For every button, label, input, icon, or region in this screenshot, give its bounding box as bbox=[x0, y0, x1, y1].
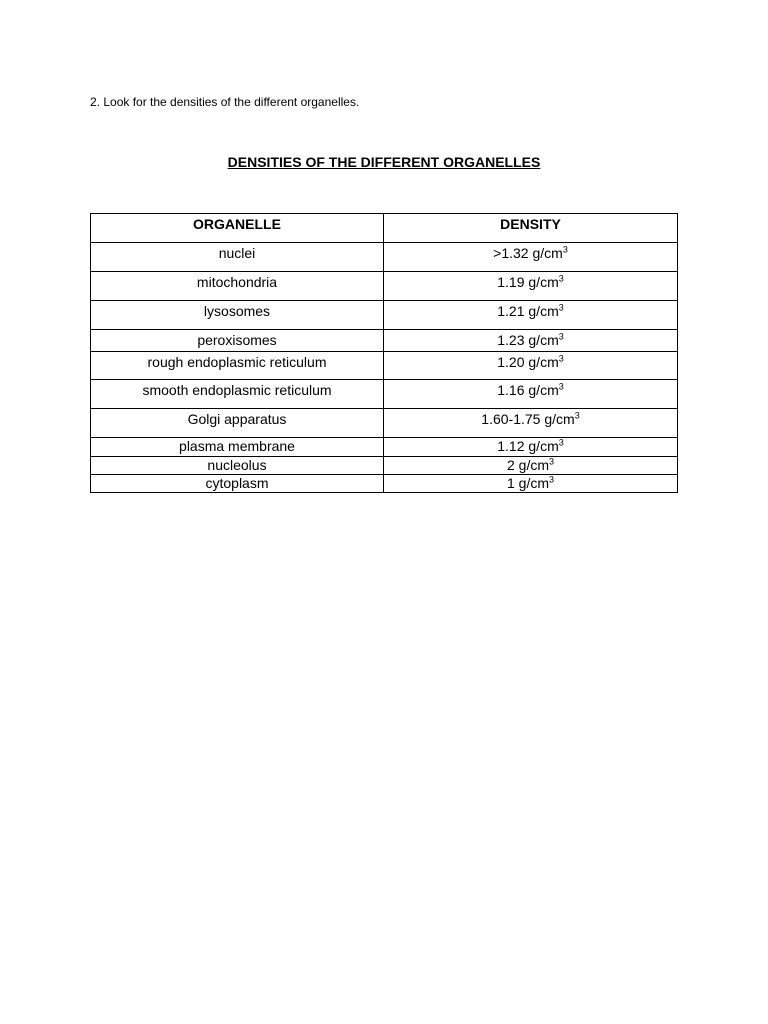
table-row bbox=[91, 352, 678, 380]
organelle-cell bbox=[91, 475, 384, 493]
organelle-cell bbox=[91, 438, 384, 457]
table-row bbox=[91, 380, 678, 409]
table-title: DENSITIES OF THE DIFFERENT ORGANELLES bbox=[227, 154, 541, 170]
density-value: 1.21 g/cm bbox=[497, 303, 559, 319]
unit-exponent: 3 bbox=[558, 353, 564, 364]
organelle-name: smooth endoplasmic reticulum bbox=[142, 382, 332, 398]
organelle-cell bbox=[91, 409, 384, 438]
unit-exponent: 3 bbox=[558, 437, 564, 448]
table-row bbox=[91, 457, 678, 475]
header-organelle: ORGANELLE bbox=[91, 214, 384, 243]
density-cell bbox=[384, 380, 678, 409]
density-value: 1.19 g/cm bbox=[497, 274, 559, 290]
density-value: 1.12 g/cm bbox=[497, 438, 559, 454]
unit-exponent: 3 bbox=[558, 302, 564, 313]
unit-exponent: 3 bbox=[549, 474, 555, 485]
density-value: 1.23 g/cm bbox=[497, 332, 559, 348]
density-table bbox=[90, 213, 678, 493]
density-value: 2 g/cm bbox=[506, 457, 549, 473]
organelle-cell bbox=[91, 352, 384, 380]
organelle-name: nucleolus bbox=[207, 457, 267, 473]
density-cell bbox=[384, 272, 678, 301]
organelle-cell bbox=[91, 380, 384, 409]
organelle-name: peroxisomes bbox=[197, 332, 277, 348]
organelle-name: rough endoplasmic reticulum bbox=[147, 354, 327, 370]
density-value: >1.32 g/cm bbox=[493, 245, 563, 261]
table-row bbox=[91, 243, 678, 272]
density-value: 1.20 g/cm bbox=[497, 354, 559, 370]
header-density: DENSITY bbox=[384, 214, 678, 243]
unit-exponent: 3 bbox=[574, 410, 580, 421]
organelle-name: lysosomes bbox=[203, 303, 271, 319]
table-row bbox=[91, 330, 678, 352]
density-value: 1.16 g/cm bbox=[497, 382, 559, 398]
table-row bbox=[91, 409, 678, 438]
organelle-name: nuclei bbox=[218, 245, 256, 261]
density-cell bbox=[384, 438, 678, 457]
organelle-cell bbox=[91, 457, 384, 475]
table-row bbox=[91, 301, 678, 330]
density-cell bbox=[384, 330, 678, 352]
unit-exponent: 3 bbox=[558, 331, 564, 342]
organelle-name: cytoplasm bbox=[205, 475, 269, 491]
density-value: 1 g/cm bbox=[506, 475, 549, 491]
density-value: 1.60-1.75 g/cm bbox=[481, 411, 575, 427]
organelle-cell bbox=[91, 272, 384, 301]
organelle-cell bbox=[91, 330, 384, 352]
organelle-name: plasma membrane bbox=[179, 438, 295, 454]
table-row bbox=[91, 475, 678, 493]
instruction-text: 2. Look for the densities of the different organelles. bbox=[90, 95, 360, 109]
table-row bbox=[91, 438, 678, 457]
unit-exponent: 3 bbox=[549, 456, 555, 467]
organelle-name: mitochondria bbox=[196, 274, 278, 290]
table-row bbox=[91, 272, 678, 301]
table-header-row bbox=[91, 214, 678, 243]
unit-exponent: 3 bbox=[558, 273, 564, 284]
organelle-cell bbox=[91, 243, 384, 272]
organelle-cell bbox=[91, 301, 384, 330]
density-cell bbox=[384, 352, 678, 380]
unit-exponent: 3 bbox=[558, 381, 564, 392]
density-cell bbox=[384, 301, 678, 330]
density-cell bbox=[384, 243, 678, 272]
density-cell bbox=[384, 457, 678, 475]
organelle-name: Golgi apparatus bbox=[187, 411, 287, 427]
density-cell bbox=[384, 409, 678, 438]
density-cell bbox=[384, 475, 678, 493]
unit-exponent: 3 bbox=[562, 244, 568, 255]
